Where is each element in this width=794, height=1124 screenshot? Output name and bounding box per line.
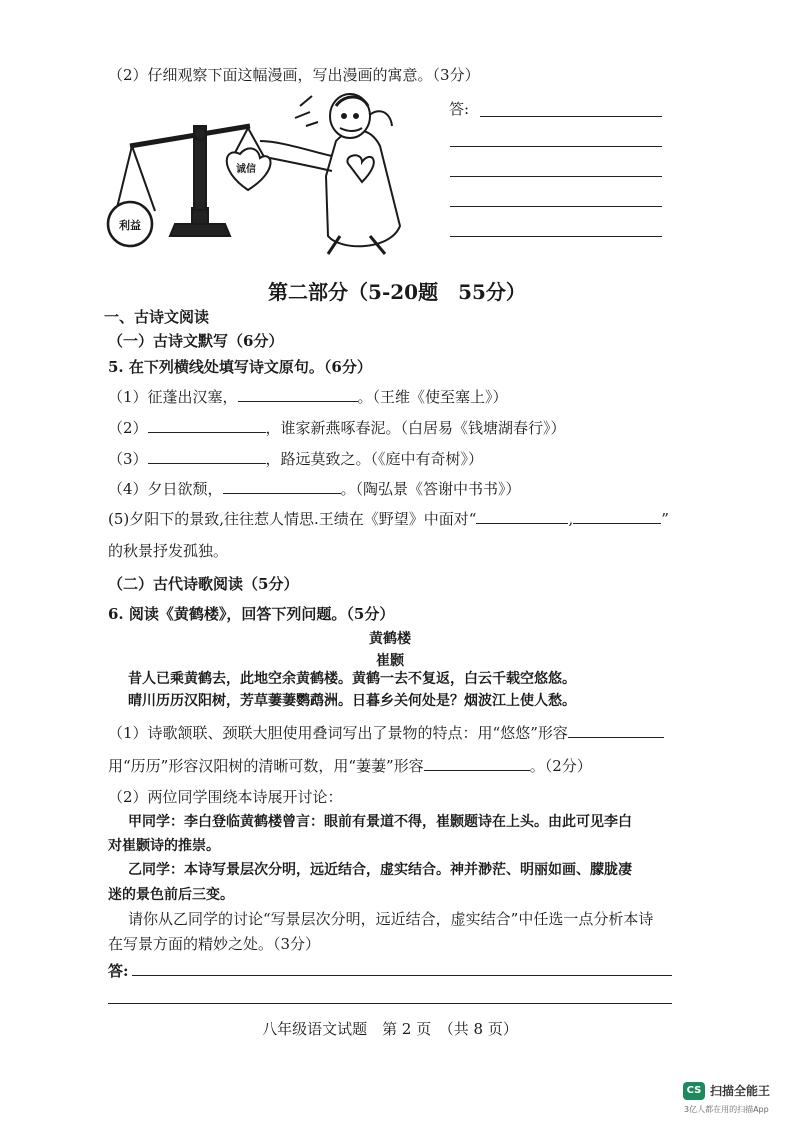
q6-sub1-line2: 用“历历”形容汉阳树的清晰可数，用“萋萋”形容 。（2分） [108,757,592,775]
cartoon-left-label: 利益 [119,219,141,232]
q5-title: 5. 在下列横线处填写诗文原句。（6分） [108,358,372,376]
poem-title: 黄鹤楼 [369,631,411,647]
q6-sub1-line1: （1）诗歌颔联、颈联大胆使用叠词写出了景物的特点：用“悠悠”形容 [108,722,664,743]
q6-title: 6. 阅读《黄鹤楼》，回答下列问题。（5分） [108,605,395,623]
q5-blank-3[interactable] [148,449,266,464]
q6-prompt-line-1: 请你从乙同学的讨论“写景层次分明，远近结合，虚实结合”中任选一点分析本诗 [128,910,654,928]
q5-blank-5a[interactable] [476,509,568,524]
q2-answer-line-2[interactable] [450,146,662,147]
student-b-line-1: 乙同学：本诗写景层次分明，远近结合，虚实结合。神并渺茫、明丽如画、朦胧凄 [128,862,632,878]
q6-blank-1[interactable] [568,723,664,738]
q5-blank-5b[interactable] [573,509,661,524]
poem-line-1: 昔人已乘黄鹤去，此地空余黄鹤楼。黄鹤一去不复返，白云千载空悠悠。 [128,671,576,687]
q2-answer-label: 答: [449,100,470,118]
poem-line-2: 晴川历历汉阳树，芳草萋萋鹦鹉洲。日暮乡关何处是？烟波江上使人愁。 [128,693,576,709]
q5-blank-4[interactable] [223,479,341,494]
q6-answer-line-1[interactable] [132,975,672,976]
q2-answer-line-1[interactable] [480,116,662,117]
q5-item-4: （4）夕日欲颓， 。（陶弘景《答谢中书书》） [108,480,521,498]
sub2-heading: （二）古代诗歌阅读（5分） [108,575,299,593]
q2-answer-line-4[interactable] [450,206,662,207]
q6-sub2-intro: （2）两位同学围绕本诗展开讨论： [108,788,343,806]
q5-item-3: （3） ，路远莫致之。（《庭中有奇树》） [108,450,484,468]
scanner-tagline: 3亿人都在用的扫描App [684,1105,769,1114]
q5-item-2: （2） ，谁家新燕啄春泥。（白居易《钱塘湖春行》） [108,419,566,437]
student-a-line-1: 甲同学：李白登临黄鹤楼曾言：眼前有景道不得，崔颢题诗在上头。由此可见李白 [128,814,632,830]
scanner-logo-icon: CS [683,1082,705,1100]
poem-author: 崔颢 [376,653,404,669]
question-2-intro: （2）仔细观察下面这幅漫画，写出漫画的寓意。（3分） [108,66,480,84]
page-footer: 八年级语文试题 第 2 页 （共 8 页） [262,1020,518,1038]
q5-item-5: (5)夕阳下的景致,往往惹人情思.王绩在《野望》中面对“ , ” [108,510,669,528]
q5-blank-1[interactable] [238,387,358,402]
q5-item-1: （1）征蓬出汉塞， 。（王维《使至塞上》） [108,388,508,406]
sub1-heading: （一）古诗文默写（6分） [108,332,284,350]
q5-blank-2[interactable] [148,418,266,433]
q5-item-5-cont: 的秋景抒发孤独。 [108,542,229,560]
student-b-line-2: 迷的景色前后三变。 [108,887,234,903]
cartoon-heart-label: 诚信 [236,164,256,175]
q6-answer-line-2[interactable] [108,1003,672,1004]
q6-prompt-line-2: 在写景方面的精妙之处。（3分） [108,935,321,953]
section-title: 第二部分（5-20题 55分） [268,280,526,304]
q2-answer-line-5[interactable] [450,236,662,237]
cartoon-illustration [100,86,440,256]
part1-heading: 一、古诗文阅读 [104,308,210,326]
student-a-line-2: 对崔颢诗的推崇。 [108,838,220,854]
q6-answer-label: 答: [108,962,129,980]
scanner-brand: 扫描全能王 [710,1084,771,1098]
q2-answer-line-3[interactable] [450,176,662,177]
q6-blank-2[interactable] [424,756,530,771]
